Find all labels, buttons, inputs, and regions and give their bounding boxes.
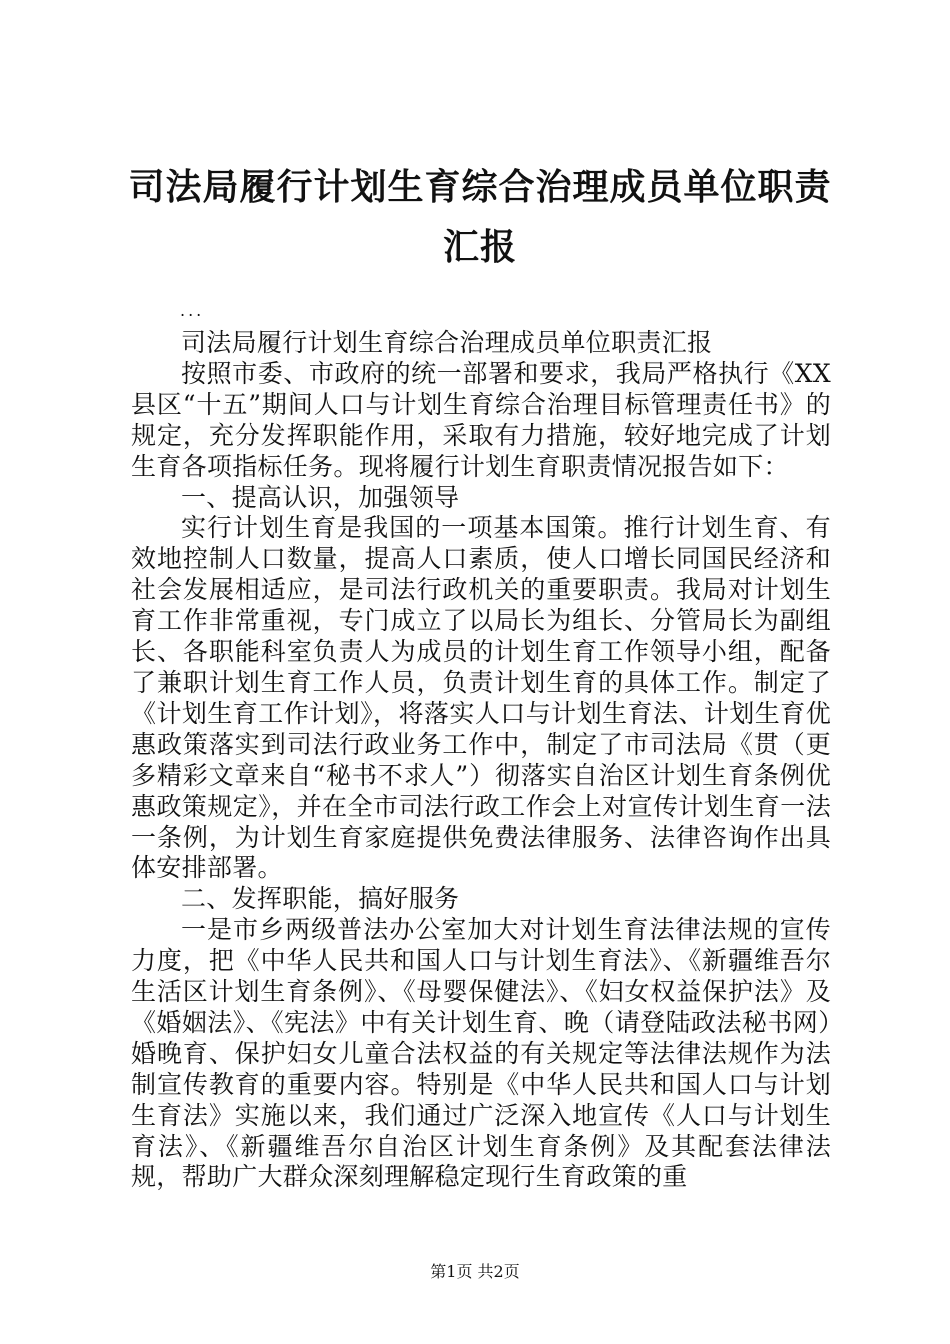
page-number: 第1页	[430, 1262, 473, 1281]
paragraph-intro: 按照市委、市政府的统一部署和要求，我局严格执行《XX县区“十五”期间人口与计划生育综合治理目标管理责任书》的规定，充分发挥职能作用，采取有力措施，较好地完成了计划生育各项指标任务。现将履行计划生育职责情况报告如下：	[131, 358, 831, 481]
document-body	[131, 328, 831, 1193]
paragraph-section-1: 实行计划生育是我国的一项基本国策。推行计划生育、有效地控制人口数量，提高人口素质，使人口增长同国民经济和社会发展相适应，是司法行政机关的重要职责。我局对计划生育工作非常重视，专门成立了以局长为组长、分管局长为副组长、各职能科室负责人为成员的计划生育工作领导小组，配备了兼职计划生育工作人员，负责计划生育的具体工作。制定了《计划生育工作计划》，将落实人口与计划生育法、计划生育优惠政策落实到司法行政业务工作中，制定了市司法局《贯（更多精彩文章来自“秘书不求人”）彻落实自治区计划生育条例优惠政策规定》，并在全市司法行政工作会上对宣传计划生育一法一条例，为计划生育家庭提供免费法律服务、法律咨询作出具体安排部署。	[131, 513, 831, 883]
page-total: 共2页	[477, 1262, 520, 1281]
section-heading-2: 二、发挥职能，搞好服务	[181, 884, 460, 914]
ellipsis-marker: ...	[180, 301, 205, 320]
paragraph-section-2: 一是市乡两级普法办公室加大对计划生育法律法规的宣传力度，把《中华人民共和国人口与计划生育法》、《新疆维吾尔生活区计划生育条例》、《母婴保健法》、《妇女权益保护法》及《婚姻法》、《宪法》中有关计划生育、晚（请登陆政法秘书网）婚晚育、保护妇女儿童合法权益的有关规定等法律法规作为法制宣传教育的重要内容。特别是《中华人民共和国人口与计划生育法》实施以来，我们通过广泛深入地宣传《人口与计划生育法》、《新疆维吾尔自治区计划生育条例》及其配套法律法规，帮助广大群众深刻理解稳定现行生育政策的重	[131, 915, 831, 1192]
section-heading-1: 一、提高认识，加强领导	[181, 482, 460, 512]
paragraph-subtitle: 司法局履行计划生育综合治理成员单位职责汇报	[181, 328, 713, 357]
document-title: 司法局履行计划生育综合治理成员单位职责汇报	[128, 167, 832, 268]
page-footer	[0, 1262, 950, 1282]
